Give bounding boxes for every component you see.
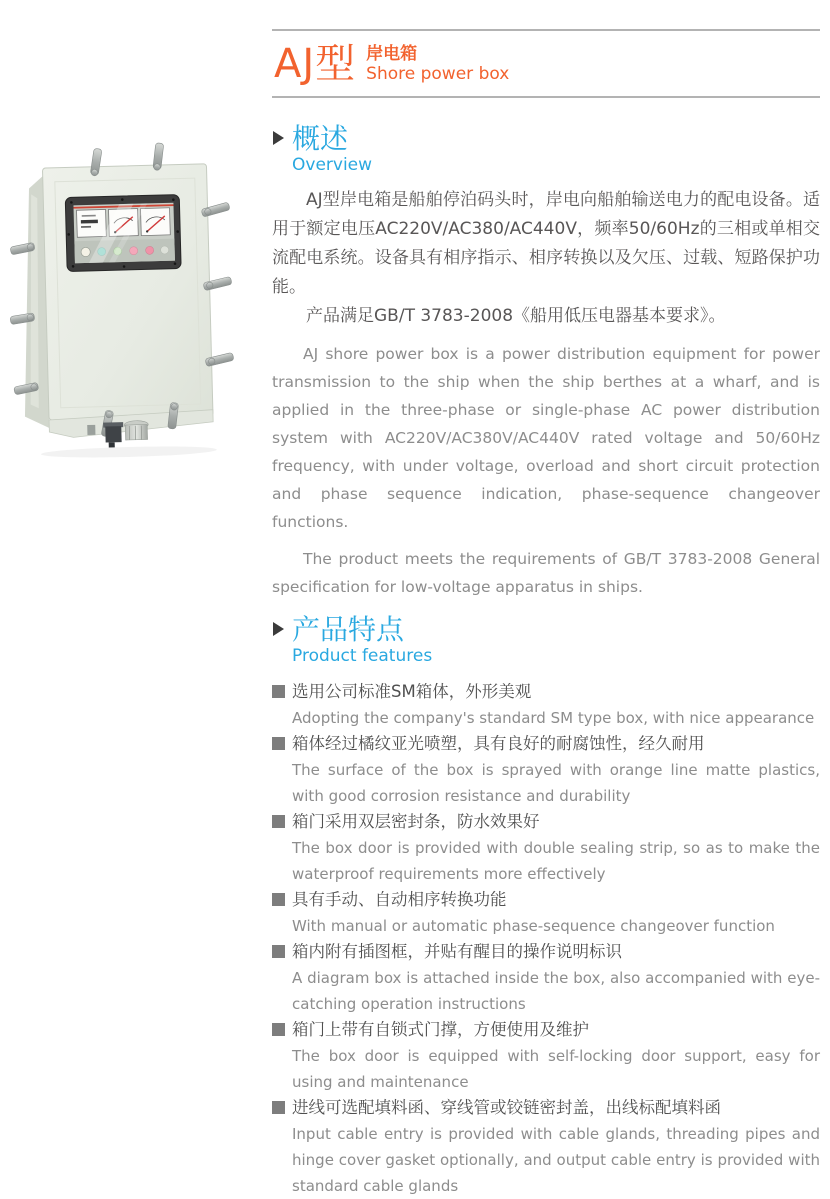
feature-zh: 箱体经过橘纹亚光喷塑，具有良好的耐腐蚀性，经久耐用 [292,731,705,757]
feature-item [272,679,820,731]
feature-en: With manual or automatic phase-sequence changeover function [292,913,820,939]
features-section [272,613,820,1199]
square-bullet-icon [272,945,285,958]
feature-zh: 具有手动、自动相序转换功能 [292,887,507,913]
feature-zh: 箱门采用双层密封条，防水效果好 [292,809,540,835]
feature-item [272,809,820,887]
feature-item [272,1095,820,1199]
feature-zh: 箱内附有插图框，并贴有醒目的操作说明标识 [292,939,622,965]
analog-meter-3 [141,208,171,236]
feature-item [272,939,820,1017]
overview-heading [272,122,820,176]
shore-power-box-illustration [10,152,240,462]
analog-meter-1 [77,209,107,237]
feature-item [272,1017,820,1095]
square-bullet-icon [272,1101,285,1114]
overview-paragraph-en-1: AJ shore power box is a power distribution equipment for power transmission to the ship when the ship berthes at a wharf, and is applied in the three-phase or single-phase AC power distribution system with AC220V/AC380V/AC440V rated voltage and 50/60Hz frequency, with under voltage, overload and short circuit protection and phase sequence indication, phase-sequence changeover functions. [272,340,820,536]
feature-zh: 进线可选配填料函、穿线管或铰链密封盖，出线标配填料函 [292,1095,721,1121]
feature-en: Input cable entry is provided with cable glands, threading pipes and hinge cover gasket optionally, and output cable entry is provided with standard cable glands [292,1121,820,1199]
content-column [272,0,820,1199]
overview-paragraph-zh-1: AJ型岸电箱是船舶停泊码头时，岸电向船舶输送电力的配电设备。适用于额定电压AC220V/AC380/AC440V，频率50/60Hz的三相或单相交流配电系统。设备具有相序指示、相序转换以及欠压、过载、短路保护功能。 [272,186,820,302]
feature-en: A diagram box is attached inside the box, also accompanied with eye-catching operation instructions [292,965,820,1017]
section-arrow-icon [273,622,284,636]
square-bullet-icon [272,1023,285,1036]
overview-paragraph-zh-2: 产品满足GB/T 3783-2008《船用低压电器基本要求》。 [272,302,820,331]
feature-list [272,679,820,1199]
photo-shadow [41,445,217,460]
meter-window [65,195,181,272]
feature-en: Adopting the company's standard SM type box, with nice appearance [292,705,820,731]
section-arrow-icon [273,131,284,145]
overview-section [272,122,820,601]
square-bullet-icon [272,893,285,906]
feature-zh: 选用公司标准SM箱体，外形美观 [292,679,531,705]
square-bullet-icon [272,815,285,828]
title-rule [272,96,820,98]
features-heading-zh: 产品特点 [292,613,432,646]
feature-en: The box door is equipped with self-locking door support, easy for using and maintenance [292,1043,820,1095]
model-name: AJ型 [274,41,356,87]
features-heading [272,613,820,667]
overview-heading-en: Overview [292,155,372,176]
product-photo [10,152,240,462]
product-name-en: Shore power box [366,64,509,85]
feature-en: The box door is provided with double sealing strip, so as to make the waterproof requirements more effectively [292,835,820,887]
square-bullet-icon [272,737,285,750]
page-title [272,31,820,96]
features-heading-en: Product features [292,646,432,667]
feature-en: The surface of the box is sprayed with orange line matte plastics, with good corrosion resistance and durability [292,757,820,809]
feature-item [272,731,820,809]
product-name-zh: 岸电箱 [366,44,509,64]
feature-zh: 箱门上带有自锁式门撑，方便使用及维护 [292,1017,589,1043]
square-bullet-icon [272,685,285,698]
overview-paragraph-en-2: The product meets the requirements of GB/T 3783-2008 General specification for low-voltage apparatus in ships. [272,545,820,601]
overview-heading-zh: 概述 [292,122,372,155]
feature-item [272,887,820,939]
